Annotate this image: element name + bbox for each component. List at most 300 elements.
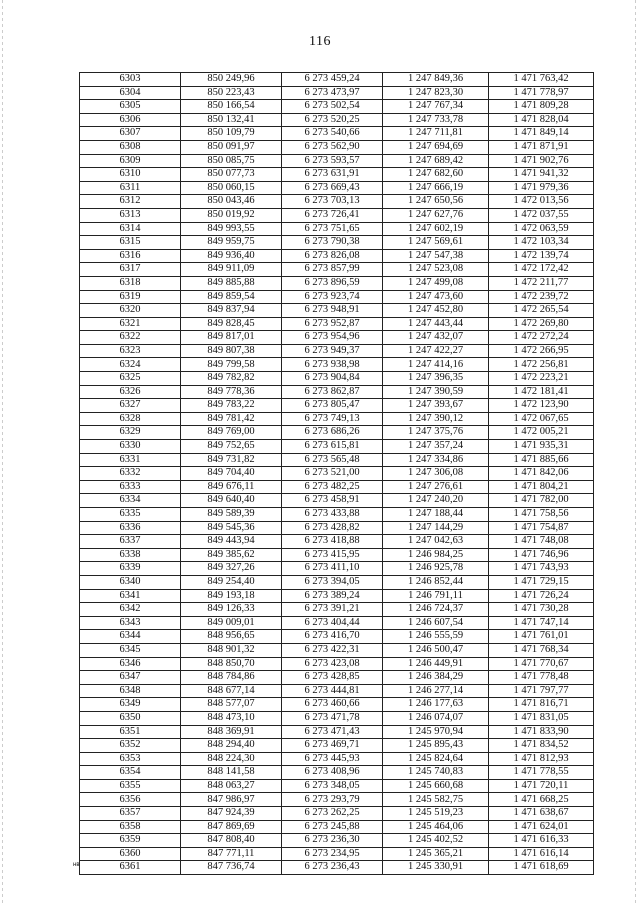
table-row — [80, 73, 594, 87]
x2-coordinate-cell: 1 247 569,61 — [383, 236, 489, 250]
y2-coordinate-cell: 1 471 747,14 — [489, 616, 594, 630]
y2-coordinate-cell: 1 471 746,96 — [489, 548, 594, 562]
x2-coordinate-cell: 1 245 740,83 — [383, 766, 489, 780]
table-row — [80, 480, 594, 494]
y-coordinate-cell: 6 273 458,91 — [282, 494, 383, 508]
x-coordinate-cell: 850 019,92 — [181, 208, 282, 222]
y2-coordinate-cell: 1 471 770,67 — [489, 657, 594, 671]
table-row — [80, 385, 594, 399]
x-coordinate-cell: 849 959,75 — [181, 236, 282, 250]
x-coordinate-cell: 849 752,65 — [181, 440, 282, 454]
y-coordinate-cell: 6 273 433,88 — [282, 508, 383, 522]
x-coordinate-cell: 849 781,42 — [181, 412, 282, 426]
x2-coordinate-cell: 1 246 984,25 — [383, 548, 489, 562]
y-coordinate-cell: 6 273 520,25 — [282, 113, 383, 127]
x-coordinate-cell: 850 077,73 — [181, 168, 282, 182]
y2-coordinate-cell: 1 471 748,08 — [489, 535, 594, 549]
table-row — [80, 548, 594, 562]
y-coordinate-cell: 6 273 404,44 — [282, 616, 383, 630]
x2-coordinate-cell: 1 247 144,29 — [383, 521, 489, 535]
x2-coordinate-cell: 1 247 499,08 — [383, 276, 489, 290]
scan-edge-right — [635, 0, 636, 905]
y-coordinate-cell: 6 273 245,88 — [282, 820, 383, 834]
x2-coordinate-cell: 1 247 547,38 — [383, 249, 489, 263]
x-coordinate-cell: 849 817,01 — [181, 331, 282, 345]
y2-coordinate-cell: 1 471 782,00 — [489, 494, 594, 508]
x2-coordinate-cell: 1 246 449,91 — [383, 657, 489, 671]
x-coordinate-cell: 849 731,82 — [181, 453, 282, 467]
x2-coordinate-cell: 1 247 357,24 — [383, 440, 489, 454]
y-coordinate-cell: 6 273 423,08 — [282, 657, 383, 671]
x-coordinate-cell: 849 993,55 — [181, 222, 282, 236]
x2-coordinate-cell: 1 246 852,44 — [383, 575, 489, 589]
point-number-cell: 6313 — [80, 208, 181, 222]
x2-coordinate-cell: 1 245 519,23 — [383, 807, 489, 821]
y2-coordinate-cell: 1 472 181,41 — [489, 385, 594, 399]
point-number-cell: 6348 — [80, 684, 181, 698]
y-coordinate-cell: 6 273 805,47 — [282, 399, 383, 413]
y-coordinate-cell: 6 273 391,21 — [282, 603, 383, 617]
y-coordinate-cell: 6 273 949,37 — [282, 344, 383, 358]
y2-coordinate-cell: 1 472 211,77 — [489, 276, 594, 290]
x2-coordinate-cell: 1 246 925,78 — [383, 562, 489, 576]
x2-coordinate-cell: 1 245 330,91 — [383, 861, 489, 875]
x2-coordinate-cell: 1 247 306,08 — [383, 467, 489, 481]
table-row — [80, 195, 594, 209]
point-number-cell: 6356 — [80, 793, 181, 807]
point-number-cell: 6306 — [80, 113, 181, 127]
x-coordinate-cell: 848 677,14 — [181, 684, 282, 698]
y2-coordinate-cell: 1 472 272,24 — [489, 331, 594, 345]
x-coordinate-cell: 849 828,45 — [181, 317, 282, 331]
y-coordinate-cell: 6 273 726,41 — [282, 208, 383, 222]
x2-coordinate-cell: 1 245 970,94 — [383, 725, 489, 739]
table-row — [80, 412, 594, 426]
x-coordinate-cell: 850 132,41 — [181, 113, 282, 127]
x-coordinate-cell: 847 808,40 — [181, 834, 282, 848]
x2-coordinate-cell: 1 247 452,80 — [383, 304, 489, 318]
point-number-cell: 6330 — [80, 440, 181, 454]
x-coordinate-cell: 850 060,15 — [181, 181, 282, 195]
table-row — [80, 630, 594, 644]
y-coordinate-cell: 6 273 234,95 — [282, 847, 383, 861]
point-number-cell: 6346 — [80, 657, 181, 671]
table-row — [80, 317, 594, 331]
x-coordinate-cell: 849 193,18 — [181, 589, 282, 603]
x-coordinate-cell: 850 166,54 — [181, 100, 282, 114]
point-number-cell: 6321 — [80, 317, 181, 331]
y-coordinate-cell: 6 273 562,90 — [282, 140, 383, 154]
x2-coordinate-cell: 1 247 393,67 — [383, 399, 489, 413]
table-row — [80, 208, 594, 222]
point-number-cell: 6329 — [80, 426, 181, 440]
y2-coordinate-cell: 1 471 979,36 — [489, 181, 594, 195]
x-coordinate-cell: 849 769,00 — [181, 426, 282, 440]
point-number-cell: 6354 — [80, 766, 181, 780]
x2-coordinate-cell: 1 247 375,76 — [383, 426, 489, 440]
y-coordinate-cell: 6 273 459,24 — [282, 73, 383, 87]
point-number-cell: 6337 — [80, 535, 181, 549]
point-number-cell: 6314 — [80, 222, 181, 236]
table-row — [80, 127, 594, 141]
x-coordinate-cell: 849 443,94 — [181, 535, 282, 549]
y2-coordinate-cell: 1 472 037,55 — [489, 208, 594, 222]
y-coordinate-cell: 6 273 471,78 — [282, 711, 383, 725]
table-row — [80, 861, 594, 875]
x-coordinate-cell: 850 109,79 — [181, 127, 282, 141]
y2-coordinate-cell: 1 472 067,65 — [489, 412, 594, 426]
table-row — [80, 739, 594, 753]
y2-coordinate-cell: 1 471 885,66 — [489, 453, 594, 467]
point-number-cell: 6338 — [80, 548, 181, 562]
x-coordinate-cell: 848 850,70 — [181, 657, 282, 671]
point-number-cell: 6352 — [80, 739, 181, 753]
y2-coordinate-cell: 1 472 256,81 — [489, 358, 594, 372]
y-coordinate-cell: 6 273 669,43 — [282, 181, 383, 195]
table-row — [80, 766, 594, 780]
x-coordinate-cell: 847 924,39 — [181, 807, 282, 821]
point-number-cell: 6343 — [80, 616, 181, 630]
y-coordinate-cell: 6 273 502,54 — [282, 100, 383, 114]
x2-coordinate-cell: 1 247 443,44 — [383, 317, 489, 331]
table-row — [80, 399, 594, 413]
y-coordinate-cell: 6 273 565,48 — [282, 453, 383, 467]
y-coordinate-cell: 6 273 460,66 — [282, 698, 383, 712]
table-row — [80, 684, 594, 698]
x-coordinate-cell: 850 085,75 — [181, 154, 282, 168]
table-row — [80, 344, 594, 358]
point-number-cell: 6316 — [80, 249, 181, 263]
x2-coordinate-cell: 1 245 464,06 — [383, 820, 489, 834]
table-row — [80, 671, 594, 685]
x-coordinate-cell: 850 043,46 — [181, 195, 282, 209]
y2-coordinate-cell: 1 471 754,87 — [489, 521, 594, 535]
x2-coordinate-cell: 1 247 276,61 — [383, 480, 489, 494]
point-number-cell: 6353 — [80, 752, 181, 766]
y2-coordinate-cell: 1 471 624,01 — [489, 820, 594, 834]
y-coordinate-cell: 6 273 540,66 — [282, 127, 383, 141]
x2-coordinate-cell: 1 245 365,21 — [383, 847, 489, 861]
y-coordinate-cell: 6 273 418,88 — [282, 535, 383, 549]
table-row — [80, 168, 594, 182]
x-coordinate-cell: 847 771,11 — [181, 847, 282, 861]
x-coordinate-cell: 849 778,36 — [181, 385, 282, 399]
x2-coordinate-cell: 1 247 733,78 — [383, 113, 489, 127]
x-coordinate-cell: 849 254,40 — [181, 575, 282, 589]
y2-coordinate-cell: 1 472 005,21 — [489, 426, 594, 440]
table-row — [80, 263, 594, 277]
table-row — [80, 847, 594, 861]
x2-coordinate-cell: 1 246 724,37 — [383, 603, 489, 617]
y-coordinate-cell: 6 273 236,30 — [282, 834, 383, 848]
y-coordinate-cell: 6 273 749,13 — [282, 412, 383, 426]
x2-coordinate-cell: 1 247 689,42 — [383, 154, 489, 168]
point-number-cell: 6345 — [80, 643, 181, 657]
table-row — [80, 793, 594, 807]
y2-coordinate-cell: 1 471 768,34 — [489, 643, 594, 657]
y2-coordinate-cell: 1 471 761,01 — [489, 630, 594, 644]
x-coordinate-cell: 849 640,40 — [181, 494, 282, 508]
y2-coordinate-cell: 1 471 616,33 — [489, 834, 594, 848]
point-number-cell: 6344 — [80, 630, 181, 644]
point-number-cell: 6331 — [80, 453, 181, 467]
y2-coordinate-cell: 1 472 103,34 — [489, 236, 594, 250]
y-coordinate-cell: 6 273 948,91 — [282, 304, 383, 318]
point-number-cell: 6335 — [80, 508, 181, 522]
point-number-cell: 6358 — [80, 820, 181, 834]
y-coordinate-cell: 6 273 416,70 — [282, 630, 383, 644]
y-coordinate-cell: 6 273 790,38 — [282, 236, 383, 250]
y2-coordinate-cell: 1 471 720,11 — [489, 779, 594, 793]
x2-coordinate-cell: 1 247 188,44 — [383, 508, 489, 522]
x-coordinate-cell: 849 807,38 — [181, 344, 282, 358]
table-row — [80, 779, 594, 793]
table-row — [80, 575, 594, 589]
x-coordinate-cell: 849 783,22 — [181, 399, 282, 413]
x-coordinate-cell: 849 327,26 — [181, 562, 282, 576]
y2-coordinate-cell: 1 471 833,90 — [489, 725, 594, 739]
y2-coordinate-cell: 1 471 816,71 — [489, 698, 594, 712]
table-row — [80, 508, 594, 522]
point-number-cell: 6357 — [80, 807, 181, 821]
y-coordinate-cell: 6 273 389,24 — [282, 589, 383, 603]
y2-coordinate-cell: 1 471 668,25 — [489, 793, 594, 807]
table-row — [80, 616, 594, 630]
page-number: 116 — [309, 34, 331, 49]
point-number-cell: 6327 — [80, 399, 181, 413]
y2-coordinate-cell: 1 472 063,59 — [489, 222, 594, 236]
x2-coordinate-cell: 1 246 555,59 — [383, 630, 489, 644]
y2-coordinate-cell: 1 471 778,97 — [489, 86, 594, 100]
y2-coordinate-cell: 1 471 616,14 — [489, 847, 594, 861]
y-coordinate-cell: 6 273 411,10 — [282, 562, 383, 576]
x-coordinate-cell: 849 676,11 — [181, 480, 282, 494]
x-coordinate-cell: 848 063,27 — [181, 779, 282, 793]
x-coordinate-cell: 848 901,32 — [181, 643, 282, 657]
table-row — [80, 467, 594, 481]
y-coordinate-cell: 6 273 615,81 — [282, 440, 383, 454]
y2-coordinate-cell: 1 471 618,69 — [489, 861, 594, 875]
x-coordinate-cell: 849 126,33 — [181, 603, 282, 617]
y-coordinate-cell: 6 273 686,26 — [282, 426, 383, 440]
point-number-cell: 6320 — [80, 304, 181, 318]
y-coordinate-cell: 6 273 862,87 — [282, 385, 383, 399]
table-row — [80, 643, 594, 657]
y-coordinate-cell: 6 273 593,57 — [282, 154, 383, 168]
y-coordinate-cell: 6 273 952,87 — [282, 317, 383, 331]
y-coordinate-cell: 6 273 445,93 — [282, 752, 383, 766]
y2-coordinate-cell: 1 471 726,24 — [489, 589, 594, 603]
x-coordinate-cell: 848 294,40 — [181, 739, 282, 753]
point-number-cell: 6315 — [80, 236, 181, 250]
x2-coordinate-cell: 1 246 277,14 — [383, 684, 489, 698]
y-coordinate-cell: 6 273 422,31 — [282, 643, 383, 657]
point-number-cell: 6304 — [80, 86, 181, 100]
point-number-cell: 6350 — [80, 711, 181, 725]
y2-coordinate-cell: 1 471 778,55 — [489, 766, 594, 780]
y-coordinate-cell: 6 273 631,91 — [282, 168, 383, 182]
point-number-cell: 6310 — [80, 168, 181, 182]
x2-coordinate-cell: 1 247 390,12 — [383, 412, 489, 426]
point-number-cell: 6305 — [80, 100, 181, 114]
point-number-cell: 6323 — [80, 344, 181, 358]
x-coordinate-cell: 849 545,36 — [181, 521, 282, 535]
point-number-cell: 6341 — [80, 589, 181, 603]
x2-coordinate-cell: 1 245 582,75 — [383, 793, 489, 807]
x-coordinate-cell: 849 782,82 — [181, 372, 282, 386]
x-coordinate-cell: 849 885,88 — [181, 276, 282, 290]
table-row — [80, 222, 594, 236]
y-coordinate-cell: 6 273 473,97 — [282, 86, 383, 100]
y2-coordinate-cell: 1 471 758,56 — [489, 508, 594, 522]
y-coordinate-cell: 6 273 428,85 — [282, 671, 383, 685]
y-coordinate-cell: 6 273 826,08 — [282, 249, 383, 263]
table-row — [80, 698, 594, 712]
y2-coordinate-cell: 1 471 842,06 — [489, 467, 594, 481]
x-coordinate-cell: 848 224,30 — [181, 752, 282, 766]
table-row — [80, 820, 594, 834]
point-number-cell: 6312 — [80, 195, 181, 209]
x2-coordinate-cell: 1 246 384,29 — [383, 671, 489, 685]
point-number-cell: 6307 — [80, 127, 181, 141]
table-row — [80, 249, 594, 263]
x2-coordinate-cell: 1 247 414,16 — [383, 358, 489, 372]
y2-coordinate-cell: 1 472 265,54 — [489, 304, 594, 318]
x-coordinate-cell: 849 704,40 — [181, 467, 282, 481]
point-number-cell: 6317 — [80, 263, 181, 277]
table-row — [80, 752, 594, 766]
point-number-cell: 6361 — [80, 861, 181, 875]
x-coordinate-cell: 849 799,58 — [181, 358, 282, 372]
y2-coordinate-cell: 1 471 812,93 — [489, 752, 594, 766]
table-row — [80, 725, 594, 739]
y2-coordinate-cell: 1 472 139,74 — [489, 249, 594, 263]
y2-coordinate-cell: 1 471 797,77 — [489, 684, 594, 698]
x2-coordinate-cell: 1 245 895,43 — [383, 739, 489, 753]
point-number-cell: 6324 — [80, 358, 181, 372]
x2-coordinate-cell: 1 246 791,11 — [383, 589, 489, 603]
y2-coordinate-cell: 1 472 269,80 — [489, 317, 594, 331]
x-coordinate-cell: 850 091,97 — [181, 140, 282, 154]
y-coordinate-cell: 6 273 471,43 — [282, 725, 383, 739]
y2-coordinate-cell: 1 472 239,72 — [489, 290, 594, 304]
point-number-cell: 6326 — [80, 385, 181, 399]
x-coordinate-cell: 850 223,43 — [181, 86, 282, 100]
table-row — [80, 521, 594, 535]
table-row — [80, 834, 594, 848]
y2-coordinate-cell: 1 472 266,95 — [489, 344, 594, 358]
y-coordinate-cell: 6 273 521,00 — [282, 467, 383, 481]
x2-coordinate-cell: 1 247 711,81 — [383, 127, 489, 141]
x2-coordinate-cell: 1 247 396,35 — [383, 372, 489, 386]
x2-coordinate-cell: 1 245 824,64 — [383, 752, 489, 766]
point-number-cell: 6333 — [80, 480, 181, 494]
y-coordinate-cell: 6 273 923,74 — [282, 290, 383, 304]
x2-coordinate-cell: 1 245 660,68 — [383, 779, 489, 793]
y2-coordinate-cell: 1 471 763,42 — [489, 73, 594, 87]
point-number-cell: 6351 — [80, 725, 181, 739]
x2-coordinate-cell: 1 247 240,20 — [383, 494, 489, 508]
x2-coordinate-cell: 1 247 694,69 — [383, 140, 489, 154]
table-row — [80, 154, 594, 168]
point-number-cell: 6308 — [80, 140, 181, 154]
point-number-cell: 6340 — [80, 575, 181, 589]
x2-coordinate-cell: 1 247 422,27 — [383, 344, 489, 358]
table-row — [80, 372, 594, 386]
coordinates-table — [79, 72, 594, 875]
point-number-cell: 6360 — [80, 847, 181, 861]
x-coordinate-cell: 848 784,86 — [181, 671, 282, 685]
y-coordinate-cell: 6 273 904,84 — [282, 372, 383, 386]
table-row — [80, 290, 594, 304]
x2-coordinate-cell: 1 247 767,34 — [383, 100, 489, 114]
x-coordinate-cell: 848 473,10 — [181, 711, 282, 725]
table-row — [80, 236, 594, 250]
scan-edge-left — [2, 0, 3, 905]
y2-coordinate-cell: 1 471 638,67 — [489, 807, 594, 821]
x2-coordinate-cell: 1 245 402,52 — [383, 834, 489, 848]
x-coordinate-cell: 847 736,74 — [181, 861, 282, 875]
point-number-cell: 6349 — [80, 698, 181, 712]
table-row — [80, 807, 594, 821]
x2-coordinate-cell: 1 246 607,54 — [383, 616, 489, 630]
x2-coordinate-cell: 1 247 334,86 — [383, 453, 489, 467]
x-coordinate-cell: 849 936,40 — [181, 249, 282, 263]
x2-coordinate-cell: 1 247 602,19 — [383, 222, 489, 236]
y-coordinate-cell: 6 273 262,25 — [282, 807, 383, 821]
x2-coordinate-cell: 1 247 682,60 — [383, 168, 489, 182]
y2-coordinate-cell: 1 471 730,28 — [489, 603, 594, 617]
y-coordinate-cell: 6 273 703,13 — [282, 195, 383, 209]
x2-coordinate-cell: 1 247 650,56 — [383, 195, 489, 209]
table-row — [80, 100, 594, 114]
x2-coordinate-cell: 1 247 473,60 — [383, 290, 489, 304]
y-coordinate-cell: 6 273 469,71 — [282, 739, 383, 753]
y-coordinate-cell: 6 273 938,98 — [282, 358, 383, 372]
point-number-cell: 6347 — [80, 671, 181, 685]
table-row — [80, 589, 594, 603]
table-row — [80, 86, 594, 100]
x-coordinate-cell: 848 369,91 — [181, 725, 282, 739]
y2-coordinate-cell: 1 471 849,14 — [489, 127, 594, 141]
point-number-cell: 6325 — [80, 372, 181, 386]
y2-coordinate-cell: 1 471 828,04 — [489, 113, 594, 127]
point-number-cell: 6339 — [80, 562, 181, 576]
point-number-cell: 6332 — [80, 467, 181, 481]
y2-coordinate-cell: 1 471 834,52 — [489, 739, 594, 753]
y-coordinate-cell: 6 273 408,96 — [282, 766, 383, 780]
y-coordinate-cell: 6 273 236,43 — [282, 861, 383, 875]
point-number-cell: 6328 — [80, 412, 181, 426]
table-row — [80, 603, 594, 617]
x2-coordinate-cell: 1 247 390,59 — [383, 385, 489, 399]
y-coordinate-cell: 6 273 954,96 — [282, 331, 383, 345]
table-row — [80, 453, 594, 467]
x2-coordinate-cell: 1 247 042,63 — [383, 535, 489, 549]
point-number-cell: 6309 — [80, 154, 181, 168]
point-number-cell: 6359 — [80, 834, 181, 848]
y2-coordinate-cell: 1 471 809,28 — [489, 100, 594, 114]
x-coordinate-cell: 850 249,96 — [181, 73, 282, 87]
x2-coordinate-cell: 1 246 074,07 — [383, 711, 489, 725]
table-row — [80, 657, 594, 671]
x-coordinate-cell: 849 385,62 — [181, 548, 282, 562]
point-number-cell: 6322 — [80, 331, 181, 345]
y2-coordinate-cell: 1 471 831,05 — [489, 711, 594, 725]
coordinates-table-body — [80, 73, 594, 875]
x2-coordinate-cell: 1 247 666,19 — [383, 181, 489, 195]
point-number-cell: 6355 — [80, 779, 181, 793]
